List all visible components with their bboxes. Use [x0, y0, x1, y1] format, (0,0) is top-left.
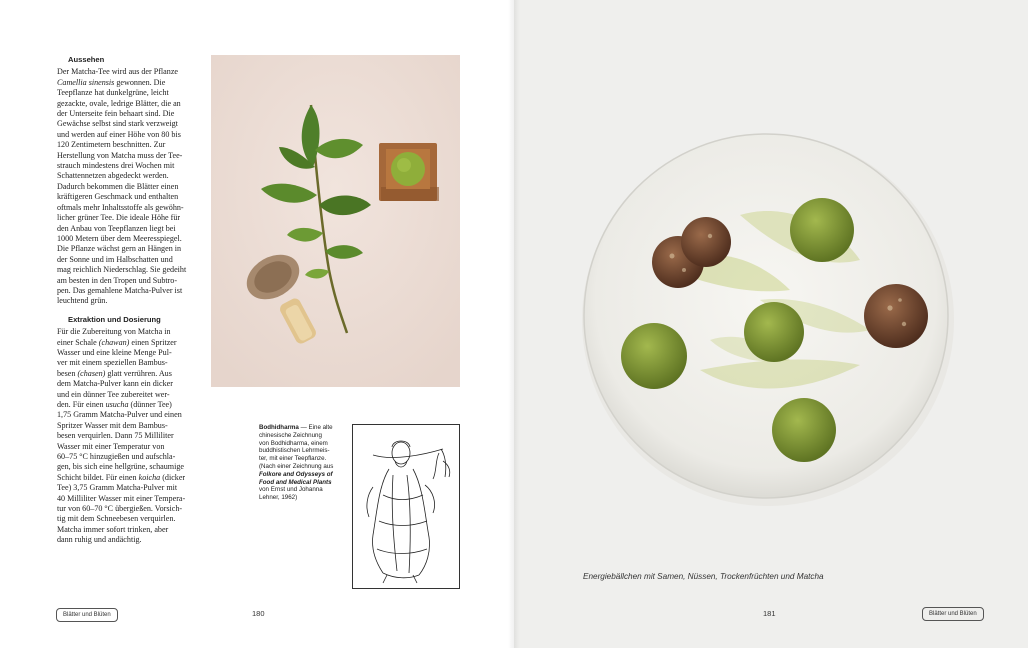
- paragraph-extraktion: [57, 327, 193, 546]
- footer-badge-left: Blätter und Blüten: [56, 608, 118, 622]
- text-line: am besten in den Tropen und Subtro-: [57, 275, 178, 285]
- text-line: dann ruhig und andächtig.: [57, 535, 142, 545]
- energy-balls-photo: [560, 120, 980, 530]
- text-line: besen verquirlen. Dann 75 Milliliter: [57, 431, 174, 441]
- body-text-column: [57, 55, 193, 546]
- text-line: den Anbau von Teepflanzen liegt bei: [57, 223, 176, 233]
- text-line: 120 Zentimetern beschnitten. Zur: [57, 140, 166, 150]
- text-line: einer Schale (chawan) einen Spritzer: [57, 337, 177, 347]
- text-line: Die Pflanze wächst gern an Hängen in: [57, 244, 182, 254]
- matcha-still-life-illustration: [211, 55, 460, 387]
- text-line: den. Für einen usucha (dünner Tee): [57, 400, 172, 409]
- caption-line: von Ernst und Johanna: [259, 486, 323, 494]
- text-line: 60–75 °C hinzugießen und aufschla-: [57, 452, 176, 462]
- text-line: 1000 Metern über dem Meeresspiegel.: [57, 233, 182, 243]
- section-heading-extraktion: Extraktion und Dosierung: [68, 314, 161, 324]
- text-line: gezackte, ovale, ledrige Blätter, die an: [57, 98, 181, 108]
- text-line: besen (chasen) glatt verrühren. Aus: [57, 368, 172, 378]
- page-number-left: 180: [252, 609, 265, 618]
- text-line: Wasser und eine kleine Menge Pul-: [57, 347, 172, 357]
- text-line: der Unterseite fein behaart sind. Die: [57, 109, 175, 119]
- photo-caption: Energiebällchen mit Samen, Nüssen, Trockenfrüchten und Matcha: [583, 572, 824, 581]
- text-line: Dadurch bekommen die Blätter einen: [57, 181, 179, 191]
- bodhidharma-drawing: [352, 424, 460, 589]
- caption-line: buddhistischen Lehrmeis-: [259, 447, 330, 455]
- text-line: Teepflanze hat dunkelgrüne, leicht: [57, 88, 169, 98]
- text-line: ver mit einem speziellen Bambus-: [57, 358, 168, 368]
- text-line: Der Matcha-Tee wird aus der Pflanze: [57, 67, 179, 77]
- drawing-caption: [259, 424, 343, 502]
- section-heading-aussehen: Aussehen: [68, 55, 105, 64]
- page-number-right: 181: [763, 609, 776, 618]
- text-line: Spritzer Wasser mit dem Bambus-: [57, 420, 168, 430]
- text-line: Für die Zubereitung von Matcha in: [57, 327, 171, 337]
- caption-line: Bodhidharma — Eine alte: [259, 424, 333, 431]
- text-line: und ein dünner Tee zubereitet wer-: [57, 389, 170, 399]
- text-line: Schattennetzen abgedeckt werden.: [57, 171, 169, 181]
- caption-line: Lehner, 1962): [259, 494, 298, 502]
- text-line: tig mit dem Schneebesen verquirlen.: [57, 514, 176, 524]
- caption-line: ter, mit einer Teepflanze.: [259, 455, 327, 463]
- text-line: 1,75 Gramm Matcha-Pulver und einen: [57, 410, 182, 420]
- matcha-still-life-photo: [211, 55, 460, 387]
- caption-line: von Bodhidharma, einem: [259, 439, 328, 447]
- text-line: pen. Das gemahlene Matcha-Pulver ist: [57, 285, 183, 295]
- bodhidharma-figure: [367, 441, 450, 583]
- caption-line: Folkore and Odysseys of: [259, 470, 333, 478]
- caption-line: Food and Medical Plants: [259, 478, 332, 486]
- text-line: Herstellung von Matcha muss der Tee-: [57, 150, 183, 160]
- text-line: Tee) 3,75 Gramm Matcha-Pulver mit: [57, 483, 178, 493]
- text-line: 40 Milliliter Wasser mit einer Tempera-: [57, 493, 186, 503]
- text-line: Matcha immer sofort trinken, aber: [57, 524, 169, 534]
- book-gutter: [508, 0, 520, 648]
- paragraph-aussehen: [57, 67, 193, 306]
- text-line: Gewächse selbst sind stark verzweigt: [57, 119, 178, 129]
- text-line: licher grüner Tee. Die ideale Höhe für: [57, 213, 181, 223]
- text-line: der Sonne und im Halbschatten und: [57, 254, 173, 264]
- text-line: mag reichlich Niederschlag. Sie gedeiht: [57, 265, 187, 275]
- text-line: und werden auf einer Höhe von 80 bis: [57, 129, 181, 139]
- caption-line: (Nach einer Zeichnung aus: [259, 462, 334, 470]
- footer-badge-right: Blätter und Blüten: [922, 607, 984, 621]
- text-line: Camellia sinensis gewonnen. Die: [57, 77, 166, 87]
- text-line: oftmals mehr Inhaltsstoffe als gewöhn-: [57, 202, 184, 212]
- text-line: gen, bis sich eine hellgrüne, schaumige: [57, 462, 184, 472]
- text-line: leuchtend grün.: [57, 296, 108, 306]
- text-line: strauch mindestens drei Wochen mit: [57, 161, 175, 171]
- text-line: kräftigeren Geschmack und enthalten: [57, 192, 179, 202]
- text-line: tur von 60–70 °C übergießen. Vorsich-: [57, 504, 183, 514]
- text-line: Wasser mit einer Temperatur von: [57, 441, 165, 451]
- caption-line: chinesische Zeichnung: [259, 431, 322, 439]
- text-line: Schicht bildet. Für einen koicha (dicker: [57, 472, 186, 482]
- text-line: dem Matcha-Pulver kann ein dicker: [57, 379, 173, 389]
